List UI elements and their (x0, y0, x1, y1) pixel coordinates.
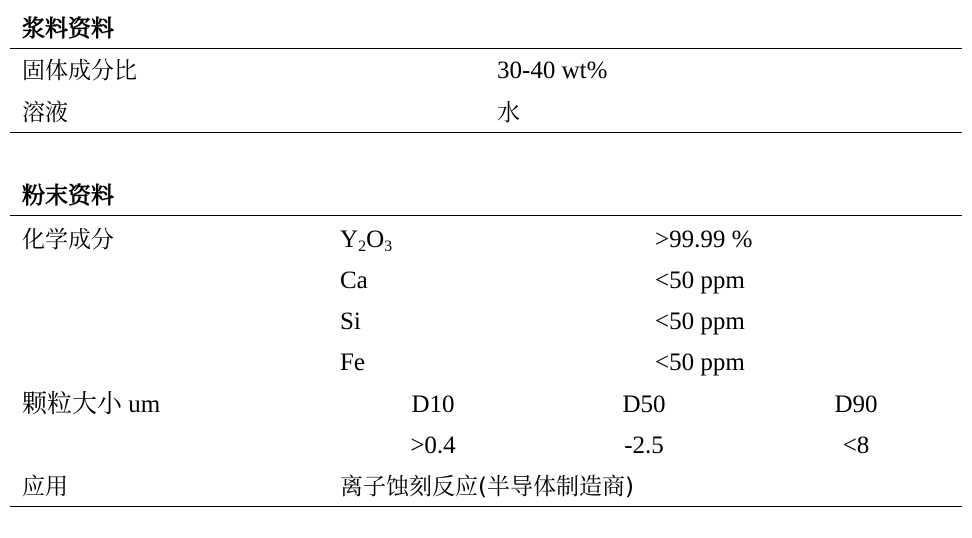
solid-content-value: 30-40 wt% (497, 57, 608, 84)
application-label: 应用 (22, 474, 68, 500)
chem-value-ca: <50 ppm (655, 267, 745, 294)
particle-header-d10: D10 (411, 391, 455, 418)
chem-value-si: <50 ppm (655, 308, 745, 335)
particle-value-d50: -2.5 (624, 432, 664, 459)
particle-header-d90: D90 (834, 391, 878, 418)
chem-element-y2o3: $Y_2O_3$ (340, 226, 393, 255)
particle-size-label: 颗粒大小 um (22, 391, 161, 418)
chem-element-fe: Fe (340, 349, 365, 376)
powder-heading: 粉末资料 (22, 183, 114, 209)
chem-value-fe: <50 ppm (655, 349, 745, 376)
slurry-heading: 浆料资料 (22, 16, 114, 42)
divider (10, 132, 962, 133)
chem-value-y2o3: >99.99 % (655, 226, 753, 253)
solid-content-label: 固体成分比 (22, 58, 137, 84)
chem-element-ca: Ca (340, 267, 368, 294)
solution-label: 溶液 (22, 100, 68, 126)
divider (10, 215, 962, 216)
particle-value-d90: <8 (842, 432, 870, 459)
particle-header-d50: D50 (622, 391, 666, 418)
solution-value: 水 (497, 100, 520, 126)
application-value: 离子蚀刻反应(半导体制造商) (340, 474, 634, 500)
chem-element-si: Si (340, 308, 361, 335)
divider (10, 48, 962, 49)
divider (10, 506, 962, 507)
particle-value-d10: >0.4 (410, 432, 456, 459)
chemical-composition-label: 化学成分 (22, 227, 114, 253)
